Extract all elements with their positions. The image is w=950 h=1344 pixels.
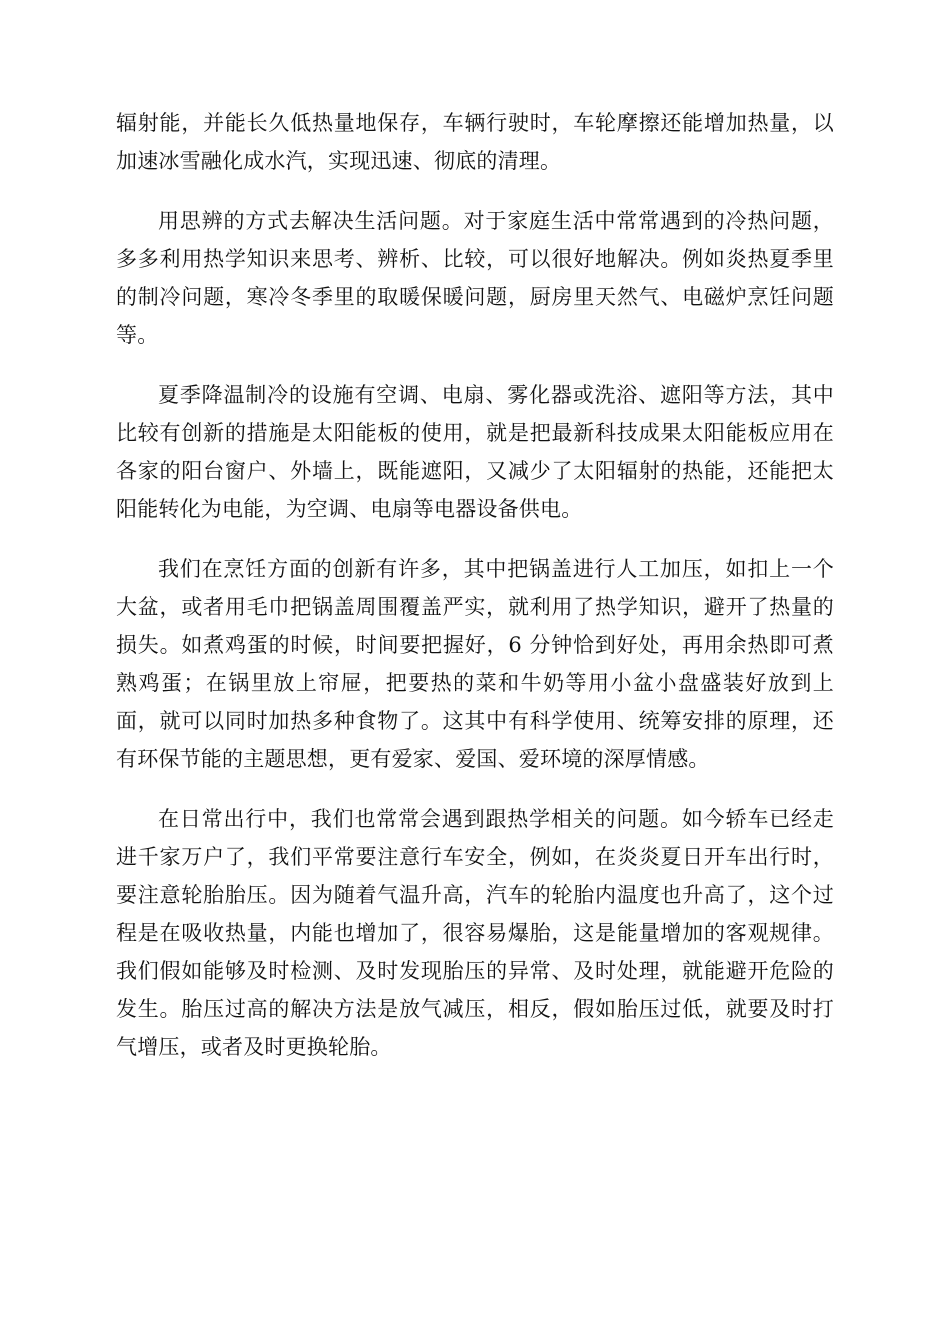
paragraph-3: 夏季降温制冷的设施有空调、电扇、雾化器或洗浴、遮阳等方法，其中比较有创新的措施是太阳能板的使用，就是把最新科技成果太阳能板应用在各家的阳台窗户、外墙上，既能遮阳，又减少了太阳辐射的热能，还能把太阳能转化为电能，为空调、电扇等电器设备供电。 [116,383,834,521]
paragraph-4: 我们在烹饪方面的创新有许多，其中把锅盖进行人工加压，如扣上一个大盆，或者用毛巾把锅盖周围覆盖严实，就利用了热学知识，避开了热量的损失。如煮鸡蛋的时候，时间要把握好，6 分钟恰到好处，再用余热即可煮熟鸡蛋；在锅里放上帘屉，把要热的菜和牛奶等用小盆小盘盛装好放到上面，就可以同时加热多种食物了。这其中有科学使用、统筹安排的原理，还有环保节能的主题思想，更有爱家、爱国、爱环境的深厚情感。 [116,557,834,771]
paragraph-5: 在日常出行中，我们也常常会遇到跟热学相关的问题。如今轿车已经走进千家万户了，我们平常要注意行车安全，例如，在炎炎夏日开车出行时，要注意轮胎胎压。因为随着气温升高，汽车的轮胎内温度也升高了，这个过程是在吸收热量，内能也增加了，很容易爆胎，这是能量增加的客观规律。我们假如能够及时检测、及时发现胎压的异常、及时处理，就能避开危险的发生。胎压过高的解决方法是放气减压，相反，假如胎压过低，就要及时打气增压，或者及时更换轮胎。 [116,807,834,1059]
paragraph-1-continued: 辐射能，并能长久低热量地保存，车辆行驶时，车轮摩擦还能增加热量，以加速冰雪融化成水汽，实现迅速、彻底的清理。 [116,111,834,173]
document-body [116,104,834,1088]
paragraph-2: 用思辨的方式去解决生活问题。对于家庭生活中常常遇到的冷热问题，多多利用热学知识来思考、辨析、比较，可以很好地解决。例如炎热夏季里的制冷问题，寒冷冬季里的取暖保暖问题，厨房里天然气、电磁炉烹饪问题等。 [116,209,834,347]
